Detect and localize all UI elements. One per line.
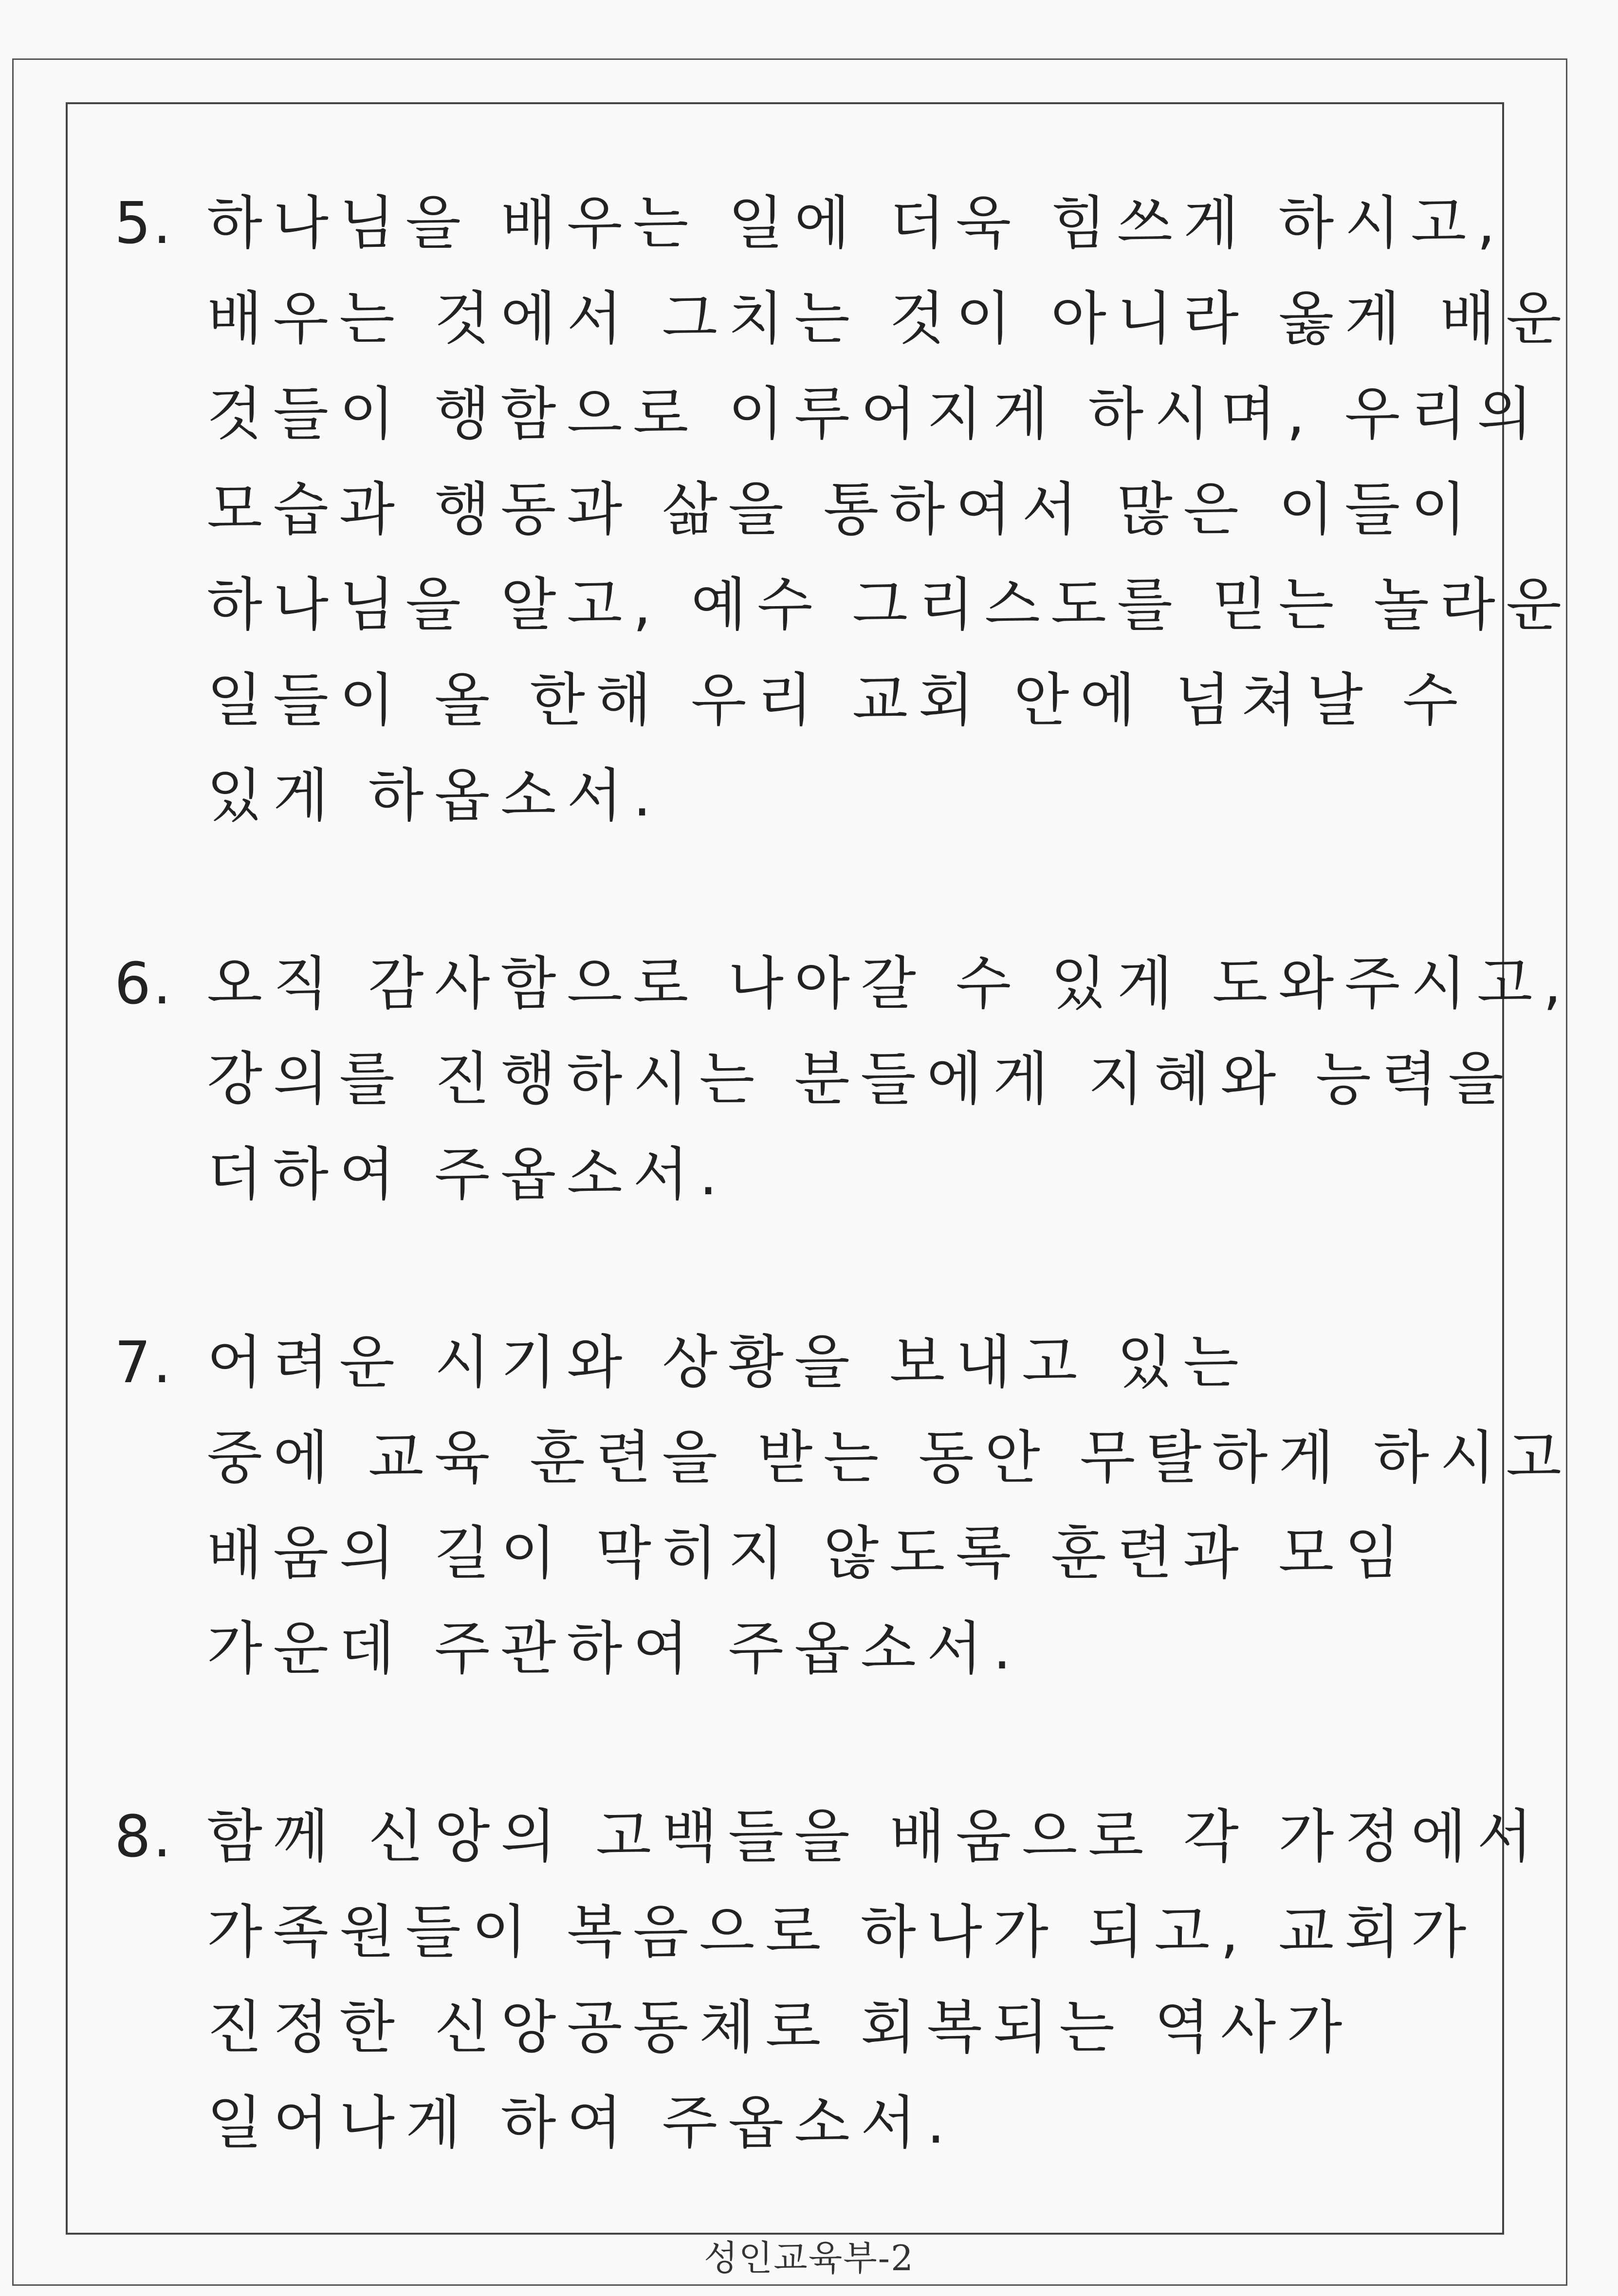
text-line: 일들이 올 한해 우리 교회 안에 넘쳐날 수 — [207, 667, 1469, 734]
text-line: 더하여 주옵소서. — [207, 1141, 728, 1208]
text-line: 강의를 진행하시는 분들에게 지혜와 능력을 — [207, 1045, 1514, 1112]
prayer-item-7 — [114, 1315, 1572, 1696]
prayer-item-8 — [114, 1789, 1544, 2170]
text-line: 배우는 것에서 그치는 것이 아니라 옳게 배운 — [207, 285, 1572, 352]
prayer-item-6 — [114, 936, 1572, 1222]
text-line: 모습과 행동과 삶을 통하여서 많은 이들이 — [207, 476, 1477, 543]
text-line: 것들이 행함으로 이루어지게 하시며, 우리의 — [207, 380, 1544, 447]
text-line: 중에 교육 훈련을 받는 동안 무탈하게 하시고 — [207, 1424, 1572, 1491]
text-line: 하나님을 배우는 일에 더욱 힘쓰게 하시고, — [207, 189, 1506, 257]
text-line: 일어나게 하여 주옵소서. — [207, 2089, 956, 2156]
prayer-list — [114, 175, 1572, 2170]
text-line: 진정한 신앙공동체로 회복되는 역사가 — [207, 1994, 1353, 2061]
text-line: 함께 신앙의 고백들을 배움으로 각 가정에서 — [207, 1803, 1544, 1870]
text-line: 배움의 길이 막히지 않도록 훈련과 모임 — [207, 1519, 1411, 1587]
page-footer-label: 성인교육부-2 — [704, 2238, 914, 2278]
item-text — [207, 936, 1572, 1222]
item-number: 5. — [114, 189, 173, 257]
text-line: 가운데 주관하여 주옵소서. — [207, 1615, 1022, 1682]
text-line: 하나님을 알고, 예수 그리스도를 믿는 놀라운 — [207, 571, 1572, 638]
text-line: 오직 감사함으로 나아갈 수 있게 도와주시고, — [207, 950, 1572, 1017]
item-number: 7. — [114, 1329, 173, 1396]
item-text — [207, 1789, 1544, 2170]
item-text — [207, 175, 1572, 843]
prayer-item-5 — [114, 175, 1572, 843]
text-line: 어려운 시기와 상황을 보내고 있는 — [207, 1329, 1250, 1396]
item-number: 6. — [114, 950, 173, 1017]
item-text — [207, 1315, 1572, 1696]
text-line: 있게 하옵소서. — [207, 762, 662, 829]
item-number: 8. — [114, 1803, 173, 1870]
text-line: 가족원들이 복음으로 하나가 되고, 교회가 — [207, 1898, 1477, 1965]
